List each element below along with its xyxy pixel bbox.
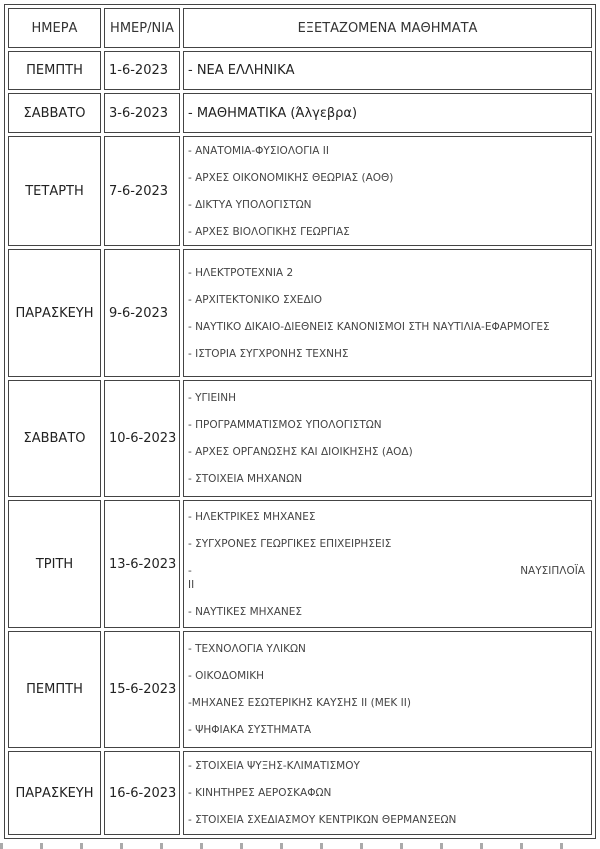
subjects-cell — [183, 136, 592, 246]
subjects-cell — [183, 751, 592, 835]
subject-item: - ΣΤΟΙΧΕΙΑ ΣΧΕΔΙΑΣΜΟΥ ΚΕΝΤΡΙΚΩΝ ΘΕΡΜΑΝΣΕΩΝ — [188, 814, 457, 826]
subject-item: - ΝΕΑ ΕΛΛΗΝΙΚΑ — [188, 63, 295, 78]
spacer — [188, 212, 591, 225]
subject-item: - ΚΙΝΗΤΗΡΕΣ ΑΕΡΟΣΚΑΦΩΝ — [188, 787, 332, 799]
spacer — [188, 158, 591, 171]
spacer — [188, 592, 591, 605]
table-row — [8, 631, 592, 748]
subject-item: - ΑΡΧΕΣ ΟΙΚΟΝΟΜΙΚΗΣ ΘΕΩΡΙΑΣ (ΑΟΘ) — [188, 171, 394, 184]
spacer — [188, 524, 591, 537]
spacer — [188, 432, 591, 445]
subjects-cell — [183, 631, 592, 748]
spacer — [188, 710, 591, 723]
subjects-cell — [183, 380, 592, 497]
header-day: ΗΜΕΡΑ — [8, 8, 101, 48]
header-row — [8, 8, 592, 48]
subject-item: - ΝΑΥΤΙΚΟ ΔΙΚΑΙΟ-ΔΙΕΘΝΕΙΣ ΚΑΝΟΝΙΣΜΟΙ ΣΤΗ ΝΑΥΤΙΛΙΑ-ΕΦΑΡΜΟΓΕΣ — [188, 320, 550, 333]
day-cell: ΤΡΙΤΗ — [8, 500, 101, 628]
subject-item: -ΜΗΧΑΝΕΣ ΕΣΩΤΕΡΙΚΗΣ ΚΑΥΣΗΣ ΙΙ (ΜΕΚ ΙΙ) — [188, 697, 411, 709]
day-cell: ΣΑΒΒΑΤΟ — [8, 380, 101, 497]
header-date: ΗΜΕΡ/ΝΙΑ — [104, 8, 180, 48]
subject-split-left: - — [188, 564, 192, 577]
table-row — [8, 51, 592, 90]
spacer — [188, 185, 591, 198]
day-cell: ΠΑΡΑΣΚΕΥΗ — [8, 249, 101, 377]
spacer — [188, 683, 591, 696]
subject-item: - ΗΛΕΚΤΡΟΤΕΧΝΙΑ 2 — [188, 266, 294, 279]
spacer — [188, 459, 591, 472]
date-cell: 15-6-2023 — [104, 631, 180, 748]
table-row — [8, 500, 592, 628]
subject-item: - ΠΡΟΓΡΑΜΜΑΤΙΣΜΟΣ ΥΠΟΛΟΓΙΣΤΩΝ — [188, 419, 382, 431]
subject-split-right: ΝΑΥΣΙΠΛΟΪΑ — [520, 564, 585, 577]
subject-item: - ΑΝΑΤΟΜΙΑ-ΦΥΣΙΟΛΟΓΙΑ ΙΙ — [188, 144, 329, 157]
subject-item: - ΝΑΥΤΙΚΕΣ ΜΗΧΑΝΕΣ — [188, 605, 303, 618]
subject-item: - ΤΕΧΝΟΛΟΓΙΑ ΥΛΙΚΩΝ — [188, 643, 306, 655]
subjects-cell — [183, 93, 592, 133]
spacer — [188, 280, 591, 293]
subject-item: - ΗΛΕΚΤΡΙΚΕΣ ΜΗΧΑΝΕΣ — [188, 510, 316, 523]
subject-item: - ΑΡΧΙΤΕΚΤΟΝΙΚΟ ΣΧΕΔΙΟ — [188, 293, 322, 306]
header-subjects: ΕΞΕΤΑΖΟΜΕΝΑ ΜΑΘΗΜΑΤΑ — [183, 8, 592, 48]
page-edge-artifact — [0, 843, 600, 849]
subject-item: - ΙΣΤΟΡΙΑ ΣΥΓΧΡΟΝΗΣ ΤΕΧΝΗΣ — [188, 347, 349, 360]
day-cell: ΣΑΒΒΑΤΟ — [8, 93, 101, 133]
spacer — [188, 551, 591, 564]
subject-item: - ΑΡΧΕΣ ΒΙΟΛΟΓΙΚΗΣ ΓΕΩΡΓΙΑΣ — [188, 225, 350, 238]
day-cell: ΠΕΜΠΤΗ — [8, 51, 101, 90]
subject-item: - ΥΓΙΕΙΝΗ — [188, 392, 236, 404]
subject-item: - ΣΤΟΙΧΕΙΑ ΨΥΞΗΣ-ΚΛΙΜΑΤΙΣΜΟΥ — [188, 760, 360, 772]
date-cell: 10-6-2023 — [104, 380, 180, 497]
day-cell: ΠΕΜΠΤΗ — [8, 631, 101, 748]
subjects-cell — [183, 51, 592, 90]
subject-item: - ΣΥΓΧΡΟΝΕΣ ΓΕΩΡΓΙΚΕΣ ΕΠΙΧΕΙΡΗΣΕΙΣ — [188, 537, 392, 550]
spacer — [188, 405, 591, 418]
table-row — [8, 93, 592, 133]
spacer — [188, 334, 591, 347]
exam-schedule-table — [4, 4, 596, 839]
table-row — [8, 380, 592, 497]
day-cell: ΠΑΡΑΣΚΕΥΗ — [8, 751, 101, 835]
subject-item: - ΣΤΟΙΧΕΙΑ ΜΗΧΑΝΩΝ — [188, 473, 303, 485]
subjects-cell — [183, 500, 592, 628]
subject-item: - ΟΙΚΟΔΟΜΙΚΗ — [188, 670, 265, 682]
spacer — [188, 773, 591, 786]
date-cell: 3-6-2023 — [104, 93, 180, 133]
subject-item: - ΜΑΘΗΜΑΤΙΚΑ (Άλγεβρα) — [188, 105, 358, 121]
day-cell: ΤΕΤΑΡΤΗ — [8, 136, 101, 246]
table-row — [8, 751, 592, 835]
date-cell: 7-6-2023 — [104, 136, 180, 246]
date-cell: 13-6-2023 — [104, 500, 180, 628]
table-row — [8, 249, 592, 377]
spacer — [188, 307, 591, 320]
spacer — [188, 800, 591, 813]
subject-split-second: ΙΙ — [188, 578, 195, 591]
spacer — [188, 656, 591, 669]
subject-item: - ΑΡΧΕΣ ΟΡΓΑΝΩΣΗΣ ΚΑΙ ΔΙΟΙΚΗΣΗΣ (ΑΟΔ) — [188, 446, 413, 458]
subject-item: - ΔΙΚΤΥΑ ΥΠΟΛΟΓΙΣΤΩΝ — [188, 198, 312, 211]
subject-item — [188, 564, 591, 592]
subject-item: - ΨΗΦΙΑΚΑ ΣΥΣΤΗΜΑΤΑ — [188, 724, 312, 736]
subjects-cell — [183, 249, 592, 377]
table-row — [8, 136, 592, 246]
subject-split-line — [188, 564, 591, 578]
date-cell: 16-6-2023 — [104, 751, 180, 835]
date-cell: 9-6-2023 — [104, 249, 180, 377]
date-cell: 1-6-2023 — [104, 51, 180, 90]
